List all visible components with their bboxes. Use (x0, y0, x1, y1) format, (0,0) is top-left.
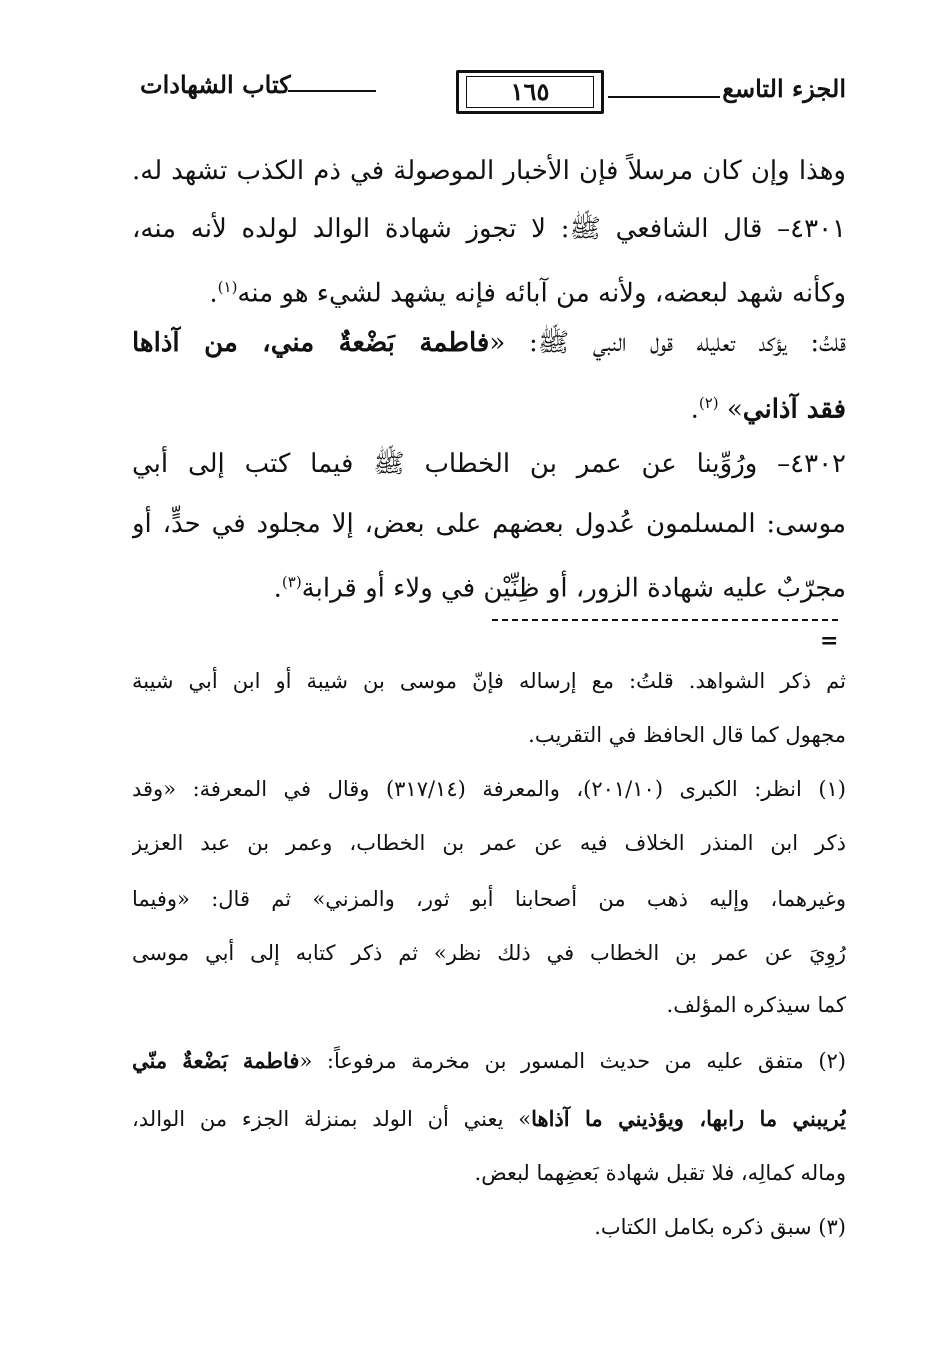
main-line-8 (132, 562, 846, 604)
main-line-5-end: . (690, 394, 699, 425)
note-line-1: ثم ذكر الشواهد. قلتُ: مع إرساله فإنّ موسى بن شيبة أو ابن أبي شيبة (132, 669, 846, 693)
footnote-2-line-2 (132, 1102, 846, 1138)
main-line-3-text: وكأنه شهد لبعضه، ولأنه من آبائه فإنه يشهد لشيء هو منه (237, 278, 846, 309)
page-number-box (456, 70, 604, 114)
footnote-separator (492, 619, 838, 621)
footnote-1-line-2: ذكر ابن المنذر الخلاف فيه عن عمر بن الخطاب، وعمر بن عبد العزيز (132, 831, 846, 855)
footnote-2-line-3: وماله كمالِه، فلا تقبل شهادة بَعضِهما لبعض. (474, 1161, 846, 1185)
running-header (140, 66, 846, 120)
main-line-2: ٤٣٠١– قال الشافعي ﷺ: لا تجوز شهادة الوالد لولده لأنه منه، (132, 214, 846, 244)
main-line-8-end: . (273, 573, 282, 604)
main-line-4-text: قلتُ: يؤكد تعليله قول النبي ﷺ: « (489, 328, 846, 358)
footnote-1-line-4: رُوِيَ عن عمر بن الخطاب في ذلك نظر» ثم ذكر كتابه إلى أبي موسى (132, 941, 846, 965)
volume-label: الجزء التاسع (722, 74, 846, 103)
footnote-1-line-5: كما سيذكره المؤلف. (666, 993, 846, 1017)
footnote-1-line-1: (١) انظر: الكبرى (٢٠١/١٠)، والمعرفة (٣١٧/١٤) وقال في المعرفة: «وقد (132, 777, 846, 801)
main-line-5-close: » (718, 394, 743, 425)
book-title: كتاب الشهادات (140, 70, 291, 99)
footnote-ref-2: (٢) (698, 394, 719, 412)
main-line-7: موسى: المسلمون عُدول بعضهم على بعض، إلا مجلود في حدٍّ، أو (132, 509, 846, 539)
fatima-hadith-bold: فاطمة بَضْعةٌ مني، من آذاها (132, 328, 490, 358)
footnote-2-line-2-text: » يعني أن الولد بمنزلة الجزء من الوالد، (132, 1107, 532, 1131)
yuribuni-bold: يُريبني ما رابها، ويؤذيني ما آذاها (531, 1106, 846, 1131)
separator-mark: = (820, 628, 839, 654)
fatima-hadith-bold-note: فاطمة بَضْعةٌ منّي (132, 1048, 300, 1073)
footnote-3-line-1: (٣) سبق ذكره بكامل الكتاب. (594, 1215, 846, 1239)
main-line-3 (132, 267, 846, 309)
main-line-1: وهذا وإن كان مرسلاً فإن الأخبار الموصولة في ذم الكذب تشهد له. (132, 156, 846, 186)
footnote-1-line-3: وغيرهما، وإليه ذهب من أصحابنا أبو ثور، والمزني» ثم قال: «وفيما (132, 887, 846, 911)
main-line-4 (132, 323, 846, 365)
main-line-6: ٤٣٠٢– ورُوِّينا عن عمر بن الخطاب ﷺ فيما كتب إلى أبي (132, 449, 846, 479)
faqad-adhani-bold: فقد آذاني (742, 394, 846, 425)
header-rule-left (288, 90, 376, 92)
footnote-2-line-1-text: (٢) متفق عليه من حديث المسور بن مخرمة مرفوعاً: « (299, 1049, 846, 1073)
main-line-8-text: مجرّبٌ عليه شهادة الزور، أو ظِنِّيْن في ولاء أو قرابة (301, 573, 846, 604)
footnote-2-line-1 (132, 1044, 846, 1080)
main-line-3-end: . (209, 278, 218, 309)
page-number: ١٦٥ (510, 77, 550, 106)
footnote-ref-3: (٣) (281, 573, 302, 591)
note-line-2: مجهول كما قال الحافظ في التقريب. (528, 723, 846, 747)
main-line-5 (132, 383, 846, 425)
footnote-ref-1: (١) (217, 278, 238, 296)
header-rule-right (608, 96, 720, 98)
